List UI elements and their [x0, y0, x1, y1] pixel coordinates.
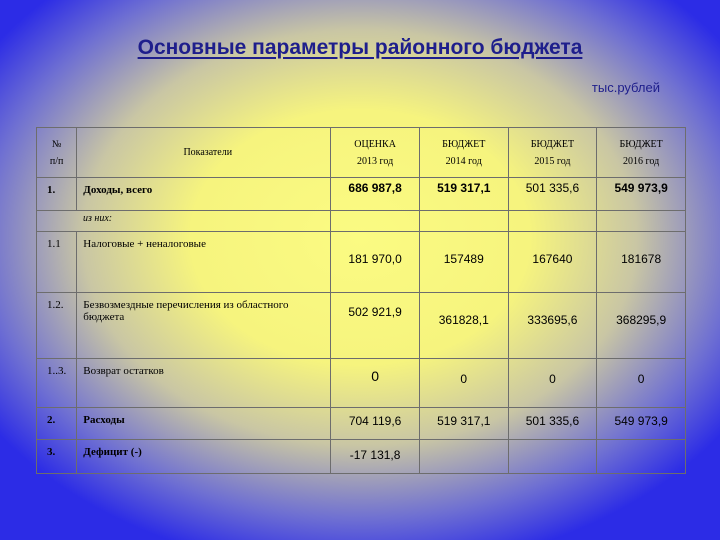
row-name: Безвозмездные перечисления из областного бюджета — [77, 293, 331, 359]
table-row-of-which — [37, 211, 686, 232]
header-col-2015-line2: 2015 год — [534, 155, 571, 167]
row-name: Дефицит (-) — [77, 440, 331, 474]
row-num: 3. — [37, 440, 77, 474]
row-subheading: из них: — [37, 211, 331, 232]
value-2016: 549 973,9 — [597, 408, 686, 440]
header-col-2013-line2: 2013 год — [357, 155, 394, 167]
header-indicators: Показатели — [77, 128, 331, 178]
value-2015 — [508, 440, 597, 474]
header-num: № п/п — [37, 128, 77, 178]
value-2016: 368295,9 — [597, 293, 686, 359]
header-col-2015 — [508, 128, 597, 178]
table-row-income-total — [37, 178, 686, 211]
value-2015: 333695,6 — [508, 293, 597, 359]
value-2016: 549 973,9 — [597, 178, 686, 211]
row-name: Расходы — [77, 408, 331, 440]
value-2013: 704 119,6 — [331, 408, 420, 440]
row-num: 1. — [37, 178, 77, 211]
page-title: Основные параметры районного бюджета — [137, 36, 583, 59]
row-name: Налоговые + неналоговые — [77, 232, 331, 293]
header-col-2015-line1: БЮДЖЕТ — [530, 138, 575, 150]
value-2014: 519 317,1 — [419, 408, 508, 440]
table-row-deficit — [37, 440, 686, 474]
table-row-expenses — [37, 408, 686, 440]
value-2016: 0 — [597, 359, 686, 408]
value-2014: 157489 — [419, 232, 508, 293]
value-2014 — [419, 440, 508, 474]
value-2013: 0 — [331, 359, 420, 408]
header-col-2014 — [419, 128, 508, 178]
value-2016: 181678 — [597, 232, 686, 293]
table-header-row — [37, 128, 686, 178]
value-2015: 501 335,6 — [508, 178, 597, 211]
value-2013: 181 970,0 — [331, 232, 420, 293]
row-num: 1.1 — [37, 232, 77, 293]
table-row-regional-transfers — [37, 293, 686, 359]
value-2014: 519 317,1 — [419, 178, 508, 211]
value-2015: 501 335,6 — [508, 408, 597, 440]
value-2013: -17 131,8 — [331, 440, 420, 474]
value-2013: 502 921,9 — [331, 293, 420, 359]
header-col-2016-line1: БЮДЖЕТ — [619, 138, 663, 150]
budget-table — [36, 127, 686, 474]
row-name: Возврат остатков — [77, 359, 331, 408]
value-2013: 686 987,8 — [331, 178, 420, 211]
header-col-2013 — [331, 128, 420, 178]
header-col-2016-line2: 2016 год — [623, 155, 660, 167]
row-num: 1..3. — [37, 359, 77, 408]
value-2016 — [597, 440, 686, 474]
value-2014: 0 — [419, 359, 508, 408]
value-2014: 361828,1 — [419, 293, 508, 359]
table-row-tax-revenue — [37, 232, 686, 293]
row-num: 1.2. — [37, 293, 77, 359]
value-2015: 0 — [508, 359, 597, 408]
row-num: 2. — [37, 408, 77, 440]
row-name: Доходы, всего — [77, 178, 331, 211]
unit-label: тыс.рублей — [591, 80, 660, 95]
empty-cell — [597, 211, 686, 232]
value-2015: 167640 — [508, 232, 597, 293]
header-col-2016 — [597, 128, 686, 178]
empty-cell — [508, 211, 597, 232]
header-col-2013-line1: ОЦЕНКА — [354, 138, 396, 150]
header-col-2014-line2: 2014 год — [445, 155, 482, 167]
empty-cell — [331, 211, 420, 232]
empty-cell — [419, 211, 508, 232]
header-col-2014-line1: БЮДЖЕТ — [442, 138, 486, 150]
table-row-balance-return — [37, 359, 686, 408]
